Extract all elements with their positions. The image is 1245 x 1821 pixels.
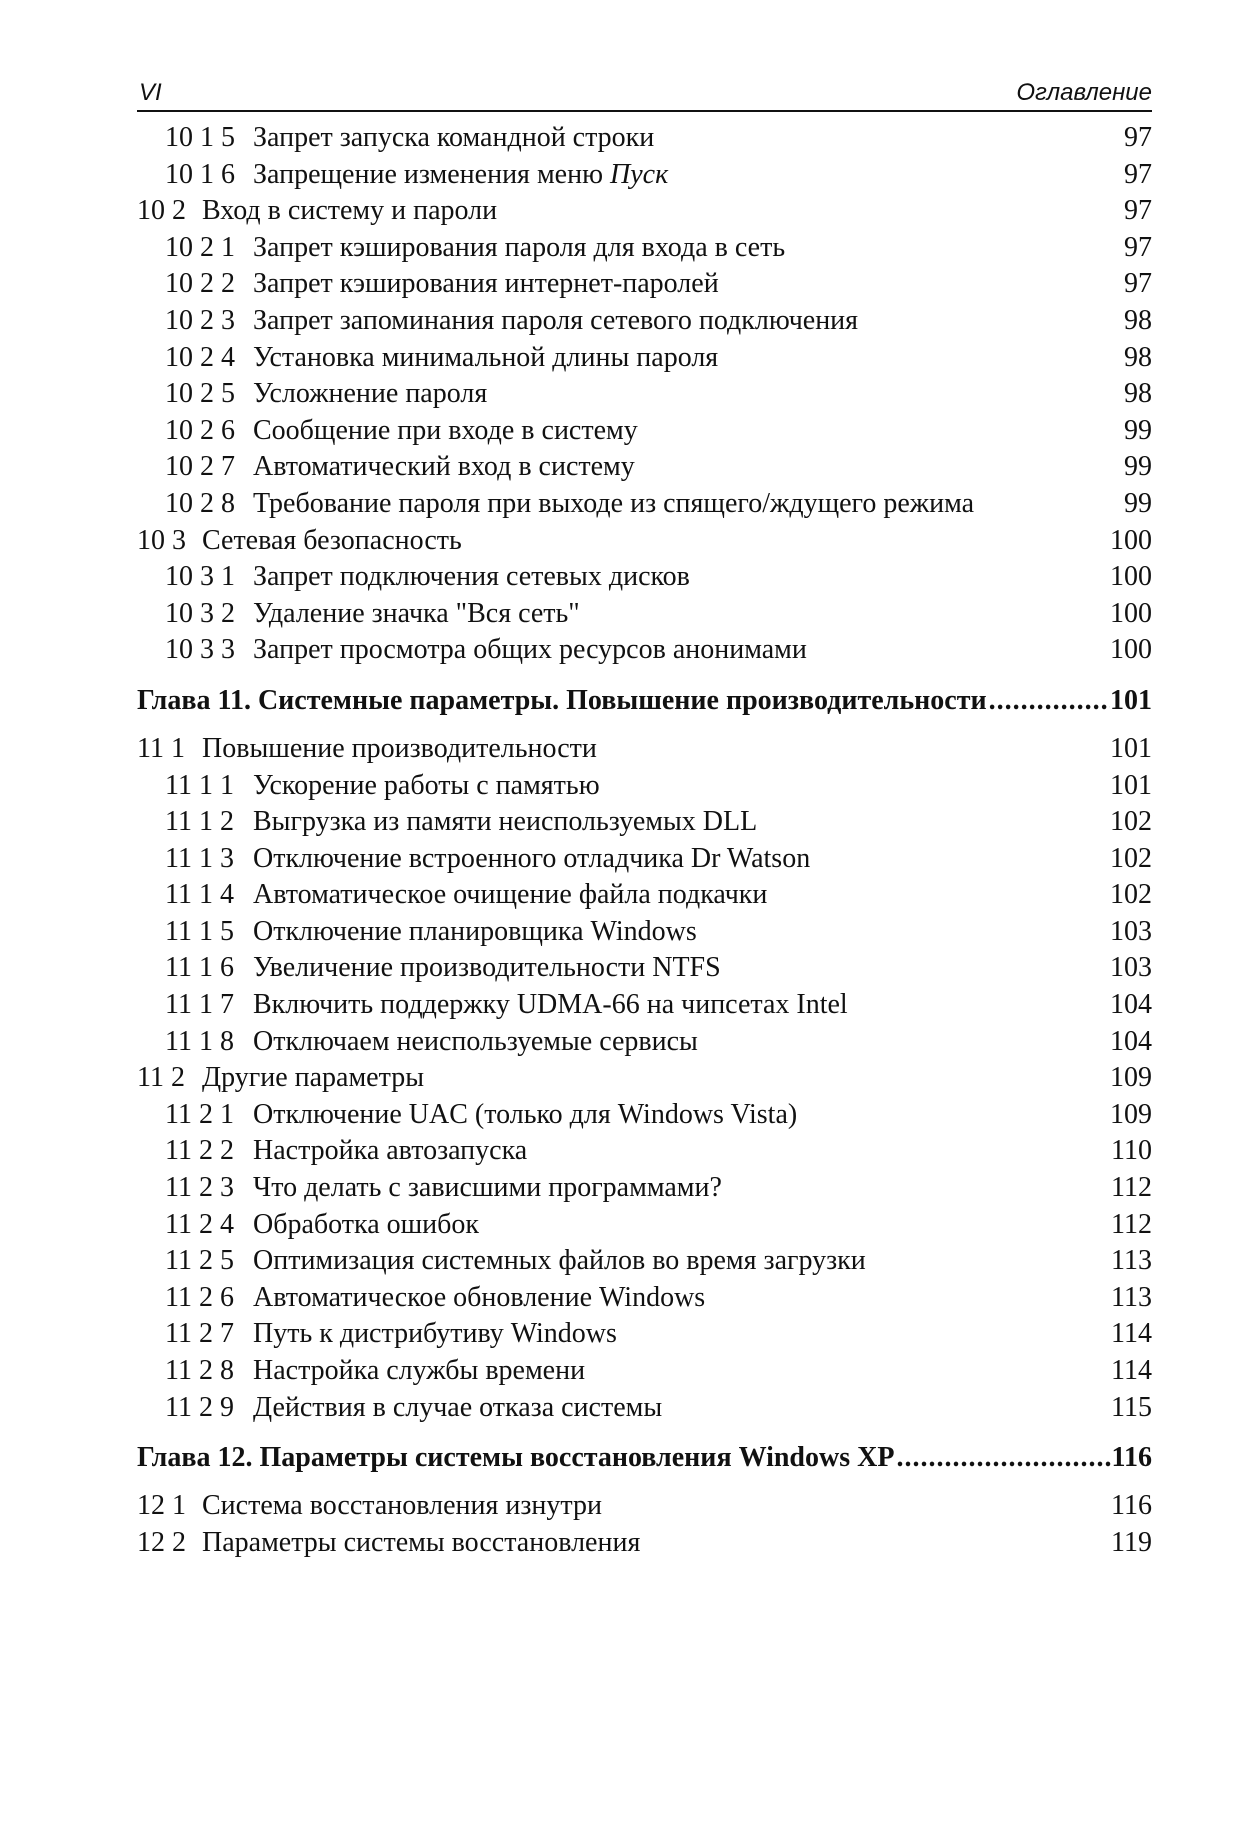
section-title-text <box>253 1133 527 1170</box>
section-page-number: 104 <box>1110 989 1152 1021</box>
toc-section-entry[interactable] <box>137 523 1152 560</box>
section-number: 10 3 3 <box>165 634 235 666</box>
section-number: 10 2 2 <box>165 268 235 300</box>
toc-subsection-entry[interactable] <box>137 340 1152 377</box>
section-number: 12 2 <box>137 1526 186 1558</box>
section-page-number: 98 <box>1124 378 1152 410</box>
section-page-number: 114 <box>1111 1318 1152 1350</box>
section-title-text <box>253 1170 722 1207</box>
toc-subsection-entry[interactable] <box>137 413 1152 450</box>
section-title-main: Автоматический вход в систему <box>253 451 635 483</box>
section-number: 10 2 <box>137 195 186 227</box>
section-title-main: Запрет подключения сетевых дисков <box>253 561 690 593</box>
toc-subsection-entry[interactable] <box>137 987 1152 1024</box>
toc-subsection-entry[interactable] <box>137 1097 1152 1134</box>
toc-subsection-entry[interactable] <box>137 841 1152 878</box>
section-number: 11 2 5 <box>165 1245 234 1277</box>
section-title-main: Усложнение пароля <box>253 378 488 410</box>
toc-subsection-entry[interactable] <box>137 376 1152 413</box>
section-title-main: Оптимизация системных файлов во время загрузки <box>253 1245 866 1277</box>
section-number: 10 2 5 <box>165 378 235 410</box>
section-title-main: Повышение производительности <box>202 732 597 764</box>
toc-subsection-entry[interactable] <box>137 449 1152 486</box>
section-page-number: 97 <box>1124 158 1152 190</box>
section-number: 11 1 2 <box>165 806 234 838</box>
chapter-page-number: 101 <box>1110 684 1152 716</box>
toc-subsection-entry[interactable] <box>137 1280 1152 1317</box>
section-page-number: 112 <box>1111 1172 1152 1204</box>
section-title-text <box>253 230 785 267</box>
section-number: 10 2 1 <box>165 231 235 263</box>
toc-subsection-entry[interactable] <box>137 486 1152 523</box>
section-title-text <box>253 1207 479 1244</box>
toc-subsection-entry[interactable] <box>137 950 1152 987</box>
section-page-number: 102 <box>1110 842 1152 874</box>
section-number: 11 1 <box>137 732 185 764</box>
section-page-number: 99 <box>1124 451 1152 483</box>
section-number: 10 2 3 <box>165 304 235 336</box>
toc-section-entry[interactable] <box>137 1488 1152 1525</box>
toc-chapter-entry[interactable] <box>137 683 1152 719</box>
toc-subsection-entry[interactable] <box>137 230 1152 267</box>
section-page-number: 113 <box>1111 1245 1152 1277</box>
section-page-number: 100 <box>1110 524 1152 556</box>
section-title-main: Запрет запуска командной строки <box>253 122 655 153</box>
section-page-number: 109 <box>1110 1098 1152 1130</box>
toc-subsection-entry[interactable] <box>137 303 1152 340</box>
section-page-number: 112 <box>1111 1208 1152 1240</box>
section-number: 10 1 6 <box>165 158 235 190</box>
section-number: 11 2 2 <box>165 1135 234 1167</box>
section-title-text <box>253 340 718 377</box>
chapter-title: Глава 12. Параметры системы восстановления Windows XP <box>137 1442 895 1474</box>
section-page-number: 97 <box>1124 122 1152 153</box>
section-number: 10 2 7 <box>165 451 235 483</box>
section-title-main: Настройка службы времени <box>253 1355 586 1386</box>
section-number: 10 1 5 <box>165 122 235 153</box>
toc-subsection-entry[interactable] <box>137 1390 1152 1427</box>
section-title-main: Выгрузка из памяти неиспользуемых DLL <box>253 806 758 838</box>
toc-subsection-entry[interactable] <box>137 877 1152 914</box>
section-number: 11 2 8 <box>165 1355 234 1386</box>
toc-page <box>137 78 1152 1561</box>
section-title-main: Ускорение работы с памятью <box>253 769 600 801</box>
section-title-text <box>253 376 487 413</box>
section-number: 10 3 <box>137 524 186 556</box>
section-number: 11 2 6 <box>165 1281 234 1313</box>
section-number: 11 1 1 <box>165 769 234 801</box>
section-page-number: 98 <box>1124 304 1152 336</box>
section-title-main: Увеличение производительности NTFS <box>253 952 721 984</box>
section-page-number: 102 <box>1110 806 1152 838</box>
section-page-number: 99 <box>1124 487 1152 519</box>
toc-subsection-entry[interactable] <box>137 559 1152 596</box>
toc-section-entry[interactable] <box>137 1525 1152 1562</box>
toc-subsection-entry[interactable] <box>137 768 1152 805</box>
section-page-number: 104 <box>1110 1025 1152 1057</box>
section-title-main: Удаление значка "Вся сеть" <box>253 597 580 629</box>
section-title-text <box>253 632 807 669</box>
dot-leader <box>894 1440 1111 1476</box>
section-title-italic: Пуск <box>610 158 669 190</box>
section-title-text <box>202 523 462 560</box>
section-page-number: 114 <box>1111 1355 1152 1386</box>
section-title-main: Отключаем неиспользуемые сервисы <box>253 1025 698 1057</box>
section-page-number: 103 <box>1110 915 1152 947</box>
section-title-text <box>253 266 719 303</box>
section-title: Оглавление <box>1016 79 1152 106</box>
section-page-number: 116 <box>1111 1490 1152 1522</box>
dot-leader <box>987 683 1110 719</box>
toc-subsection-entry[interactable] <box>137 596 1152 633</box>
section-title-main: Система восстановления изнутри <box>202 1490 602 1522</box>
toc-subsection-entry[interactable] <box>137 120 1152 157</box>
section-title-text <box>253 486 974 523</box>
section-title-text <box>253 157 668 194</box>
section-page-number: 101 <box>1110 769 1152 801</box>
section-title-main: Автоматическое обновление Windows <box>253 1281 706 1313</box>
section-title-text <box>253 596 580 633</box>
section-title-text <box>253 804 757 841</box>
section-number: 11 1 6 <box>165 952 234 984</box>
section-title-main: Запрет просмотра общих ресурсов анонимами <box>253 634 807 666</box>
section-page-number: 98 <box>1124 341 1152 373</box>
section-page-number: 97 <box>1124 231 1152 263</box>
section-title-main: Сетевая безопасность <box>202 524 462 556</box>
section-number: 11 1 3 <box>165 842 234 874</box>
toc-section-entry[interactable] <box>137 1060 1152 1097</box>
toc-section-entry[interactable] <box>137 193 1152 230</box>
chapter-page-number: 116 <box>1111 1442 1152 1474</box>
section-page-number: 115 <box>1111 1391 1152 1423</box>
section-title-main: Что делать с зависшими программами? <box>253 1172 722 1204</box>
section-number: 11 1 5 <box>165 915 234 947</box>
section-title-text <box>253 1280 705 1317</box>
toc-subsection-entry[interactable] <box>137 1170 1152 1207</box>
section-title-text <box>202 193 497 230</box>
section-number: 11 1 8 <box>165 1025 234 1057</box>
section-page-number: 110 <box>1111 1135 1152 1167</box>
toc-subsection-entry[interactable] <box>137 1353 1152 1390</box>
section-number: 11 2 7 <box>165 1318 234 1350</box>
section-title-text <box>202 1525 640 1562</box>
section-number: 11 2 1 <box>165 1098 234 1130</box>
section-page-number: 119 <box>1111 1526 1152 1558</box>
section-number: 10 2 4 <box>165 341 235 373</box>
section-title-text <box>253 120 654 157</box>
section-title-text <box>253 950 721 987</box>
section-title-text <box>202 1060 424 1097</box>
section-title-text <box>253 1024 698 1061</box>
section-title-main: Отключение UAC (только для Windows Vista) <box>253 1098 798 1130</box>
section-number: 11 2 3 <box>165 1172 234 1204</box>
section-title-text <box>253 449 635 486</box>
section-number: 10 3 2 <box>165 597 235 629</box>
toc-subsection-entry[interactable] <box>137 1024 1152 1061</box>
toc-subsection-entry[interactable] <box>137 1316 1152 1353</box>
section-number: 10 2 8 <box>165 487 235 519</box>
section-page-number: 101 <box>1110 732 1152 764</box>
section-page-number: 97 <box>1124 195 1152 227</box>
section-title-main: Путь к дистрибутиву Windows <box>253 1318 617 1350</box>
toc-subsection-entry[interactable] <box>137 1243 1152 1280</box>
section-title-text <box>253 1316 617 1353</box>
section-page-number: 100 <box>1110 634 1152 666</box>
section-title-main: Автоматическое очищение файла подкачки <box>253 879 768 911</box>
section-page-number: 102 <box>1110 879 1152 911</box>
section-title-main: Запрет кэширования пароля для входа в сеть <box>253 231 786 263</box>
section-number: 11 1 7 <box>165 989 234 1021</box>
section-title-main: Обработка ошибок <box>253 1208 480 1240</box>
section-title-text <box>253 1243 866 1280</box>
section-page-number: 113 <box>1111 1281 1152 1313</box>
section-title-text <box>202 731 597 768</box>
section-title-main: Отключение встроенного отладчика Dr Watson <box>253 842 811 874</box>
toc-subsection-entry[interactable] <box>137 804 1152 841</box>
section-title-main: Вход в систему и пароли <box>202 195 498 227</box>
toc-subsection-entry[interactable] <box>137 632 1152 669</box>
section-title-text <box>253 841 810 878</box>
section-page-number: 103 <box>1110 952 1152 984</box>
toc-subsection-entry[interactable] <box>137 157 1152 194</box>
section-number: 12 1 <box>137 1490 186 1522</box>
section-title-text <box>253 559 690 596</box>
section-title-main: Другие параметры <box>202 1062 425 1094</box>
section-page-number: 100 <box>1110 597 1152 629</box>
section-number: 10 3 1 <box>165 561 235 593</box>
section-title-main: Запрет кэширования интернет-паролей <box>253 268 719 300</box>
section-title-text <box>253 413 638 450</box>
section-number: 11 1 4 <box>165 879 234 911</box>
section-page-number: 97 <box>1124 268 1152 300</box>
section-title-main: Запрет запоминания пароля сетевого подключения <box>253 304 859 336</box>
toc-chapter-entry[interactable] <box>137 1440 1152 1476</box>
section-title-text <box>253 303 858 340</box>
section-title-main: Включить поддержку UDMA-66 на чипсетах Intel <box>253 989 848 1021</box>
section-title-main: Сообщение при входе в систему <box>253 414 638 446</box>
section-title-text <box>253 1390 662 1427</box>
section-title-text <box>253 987 848 1024</box>
section-page-number: 109 <box>1110 1062 1152 1094</box>
toc-subsection-entry[interactable] <box>137 1133 1152 1170</box>
section-title-text <box>253 914 697 951</box>
chapter-title: Глава 11. Системные параметры. Повышение производительности <box>137 684 987 716</box>
section-number: 11 2 9 <box>165 1391 234 1423</box>
section-title-main: Установка минимальной длины пароля <box>253 341 719 373</box>
table-of-contents <box>137 120 1152 1561</box>
section-number: 10 2 6 <box>165 414 235 446</box>
toc-subsection-entry[interactable] <box>137 266 1152 303</box>
section-title-text <box>253 1353 585 1390</box>
section-number: 11 2 <box>137 1062 185 1094</box>
section-title-text <box>253 877 767 914</box>
section-title-main: Требование пароля при выходе из спящего/ждущего режима <box>253 487 975 519</box>
page-number-label: VI <box>139 79 162 106</box>
section-title-text <box>253 1097 797 1134</box>
toc-subsection-entry[interactable] <box>137 1207 1152 1244</box>
section-page-number: 99 <box>1124 414 1152 446</box>
toc-subsection-entry[interactable] <box>137 914 1152 951</box>
section-title-main: Отключение планировщика Windows <box>253 915 697 947</box>
section-title-main: Запрещение изменения меню <box>253 158 603 190</box>
section-title-main: Параметры системы восстановления <box>202 1526 641 1558</box>
running-header <box>137 78 1152 112</box>
section-title-main: Действия в случае отказа системы <box>253 1391 663 1423</box>
section-number: 11 2 4 <box>165 1208 234 1240</box>
section-title-text <box>202 1488 602 1525</box>
section-title-text <box>253 768 600 805</box>
toc-section-entry[interactable] <box>137 731 1152 768</box>
section-page-number: 100 <box>1110 561 1152 593</box>
section-title-main: Настройка автозапуска <box>253 1135 528 1167</box>
